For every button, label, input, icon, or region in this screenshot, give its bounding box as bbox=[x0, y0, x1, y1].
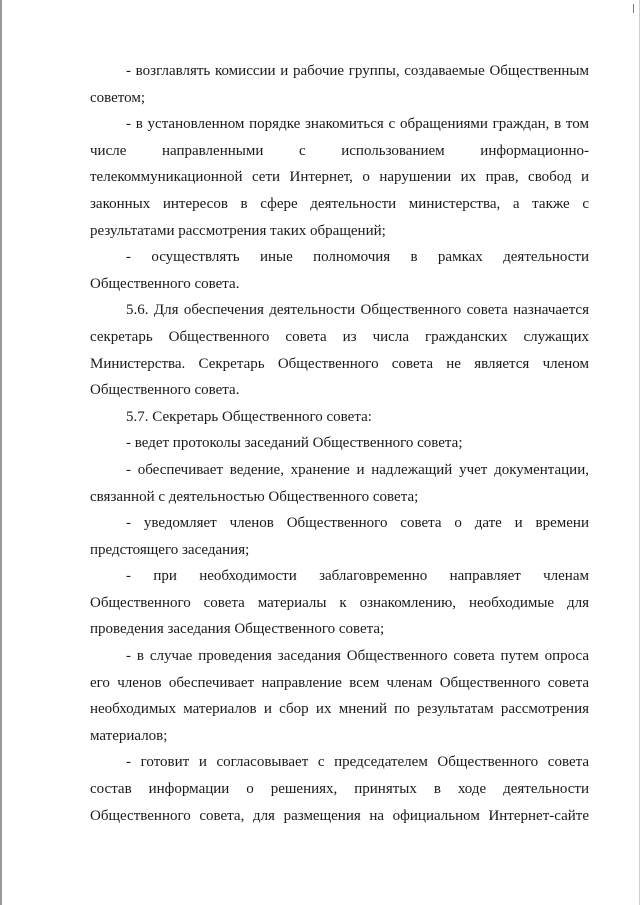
scan-left-edge bbox=[0, 0, 2, 905]
paragraph-poll-meeting: - в случае проведения заседания Общественного совета путем опроса его членов обеспечивает направление всем членам Общественного совета необходимых материалов и сбор их мнений по результатам рассмотрения материалов; bbox=[90, 648, 589, 744]
paragraph-prepares-information: - готовит и согласовывает с председателем Общественного совета состав информации о решениях, принятых в ходе деятельности Общественного совета, для размещения на официальном Интернет-сайте bbox=[90, 754, 589, 824]
paragraph-records-management: - обеспечивает ведение, хранение и надлежащий учет документации, связанной с деятельностью Общественного совета; bbox=[90, 461, 589, 505]
paragraph-keeps-minutes: - ведет протоколы заседаний Общественного совета; bbox=[126, 435, 463, 452]
scan-corner-mark bbox=[633, 4, 634, 13]
paragraph-review-appeals: - в установленном порядке знакомиться с обращениями граждан, в том числе направленными с использованием информационно-телекоммуникационной сети Интернет, о нарушении их прав, свобод и законных интересов в сфере деятельности министерства, а также с результатами рассмотрения таких обращений; bbox=[90, 116, 589, 239]
paragraph-chair-commissions: - возглавлять комиссии и рабочие группы, создаваемые Общественным советом; bbox=[90, 63, 589, 106]
paragraph-other-powers: - осуществлять иные полномочия в рамках деятельности Общественного совета. bbox=[90, 249, 589, 292]
paragraph-sends-materials: - при необходимости заблаговременно направляет членам Общественного совета материалы к ознакомлению, необходимые для проведения заседания Общественного совета; bbox=[90, 568, 589, 638]
paragraph-5-6-secretary-appointment: 5.6. Для обеспечения деятельности Общественного совета назначается секретарь Общественного совета из числа гражданских служащих Министерства. Секретарь Общественного совета не является членом Общественного совета. bbox=[90, 302, 589, 399]
document-body bbox=[90, 58, 589, 829]
paragraph-meeting-notification: - уведомляет членов Общественного совета о дате и времени предстоящего заседания; bbox=[90, 515, 589, 558]
paragraph-5-7-secretary-duties: 5.7. Секретарь Общественного совета: bbox=[126, 408, 372, 425]
